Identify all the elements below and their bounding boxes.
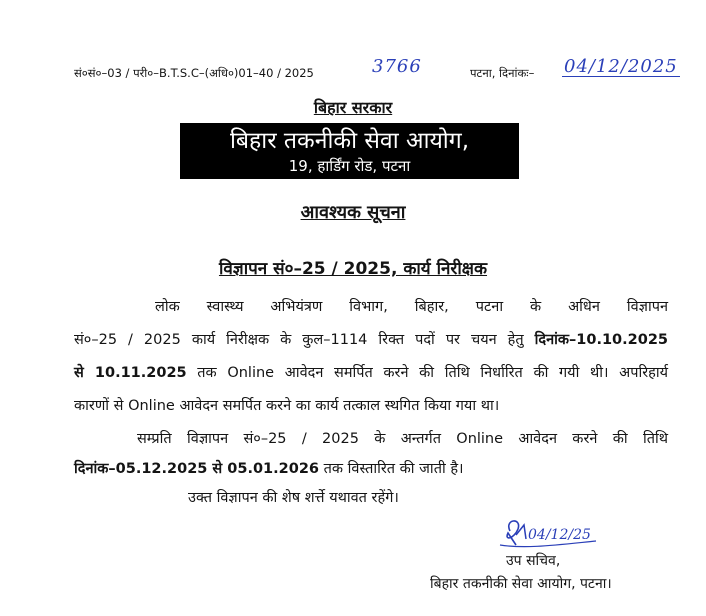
paragraph1-line2 [74,329,668,349]
government-label: बिहार सरकार [313,98,393,117]
date-underline [562,76,680,77]
signatory-office: बिहार तकनीकी सेवा आयोग, पटना। [430,576,612,592]
signatory-designation: उप सचिव, [506,553,561,569]
paragraph1-line1: लोक स्वास्थ्य अभियंत्रण विभाग, बिहार, पटना के अधिन विज्ञापन [155,299,668,315]
government-heading [0,96,706,118]
advertisement-title: विज्ञापन सं०–25 / 2025, कार्य निरीक्षक [218,259,488,279]
paragraph1-end-date: से 10.11.2025 [74,365,187,381]
paragraph2-line1: सम्प्रति विज्ञापन सं०–25 / 2025 के अन्तर्गत Online आवेदन करने की तिथि [137,431,668,447]
signature-scribble [496,515,606,555]
paragraph2-line2 [74,458,464,478]
advertisement-heading [0,256,706,279]
notice-title: आवश्यक सूचना [300,202,406,223]
paragraph1-line2-text: सं०–25 / 2025 कार्य निरीक्षक के कुल–1114 रिक्त पदों पर चयन हेतु [74,332,524,348]
letter-number: सं०सं०–03 / परी०–B.T.S.C–(अधि०)01–40 / 2025 [74,66,314,80]
place-date-label: पटना, दिनांकः– [470,66,535,80]
paragraph1-start-date: दिनांक–10.10.2025 [534,332,668,348]
handwritten-letter-number: 3766 [372,56,422,77]
paragraph3: उक्त विज्ञापन की शेष शर्त्ते यथावत रहेंगे। [188,490,399,506]
paragraph1-line3-text: तक Online आवेदन समर्पित करने की तिथि निर्धारित की गयी थी। अपरिहार्य [197,365,668,381]
paragraph2-line2-text: तक विस्तारित की जाती है। [323,461,464,477]
signature-handwritten-date: 04/12/25 [528,527,591,543]
paragraph2-date-range: दिनांक–05.12.2025 से 05.01.2026 [74,461,320,477]
reference-line [74,56,694,86]
paragraph1-line3 [74,362,668,382]
notice-heading [0,200,706,224]
handwritten-date: 04/12/2025 [564,56,678,77]
commission-banner [180,123,519,179]
commission-address: 19, हार्डिंग रोड, पटना [288,157,411,175]
paragraph1-line4: कारणों से Online आवेदन समर्पित करने का कार्य तत्काल स्थगित किया गया था। [74,398,500,414]
commission-name: बिहार तकनीकी सेवा आयोग, [229,128,470,154]
